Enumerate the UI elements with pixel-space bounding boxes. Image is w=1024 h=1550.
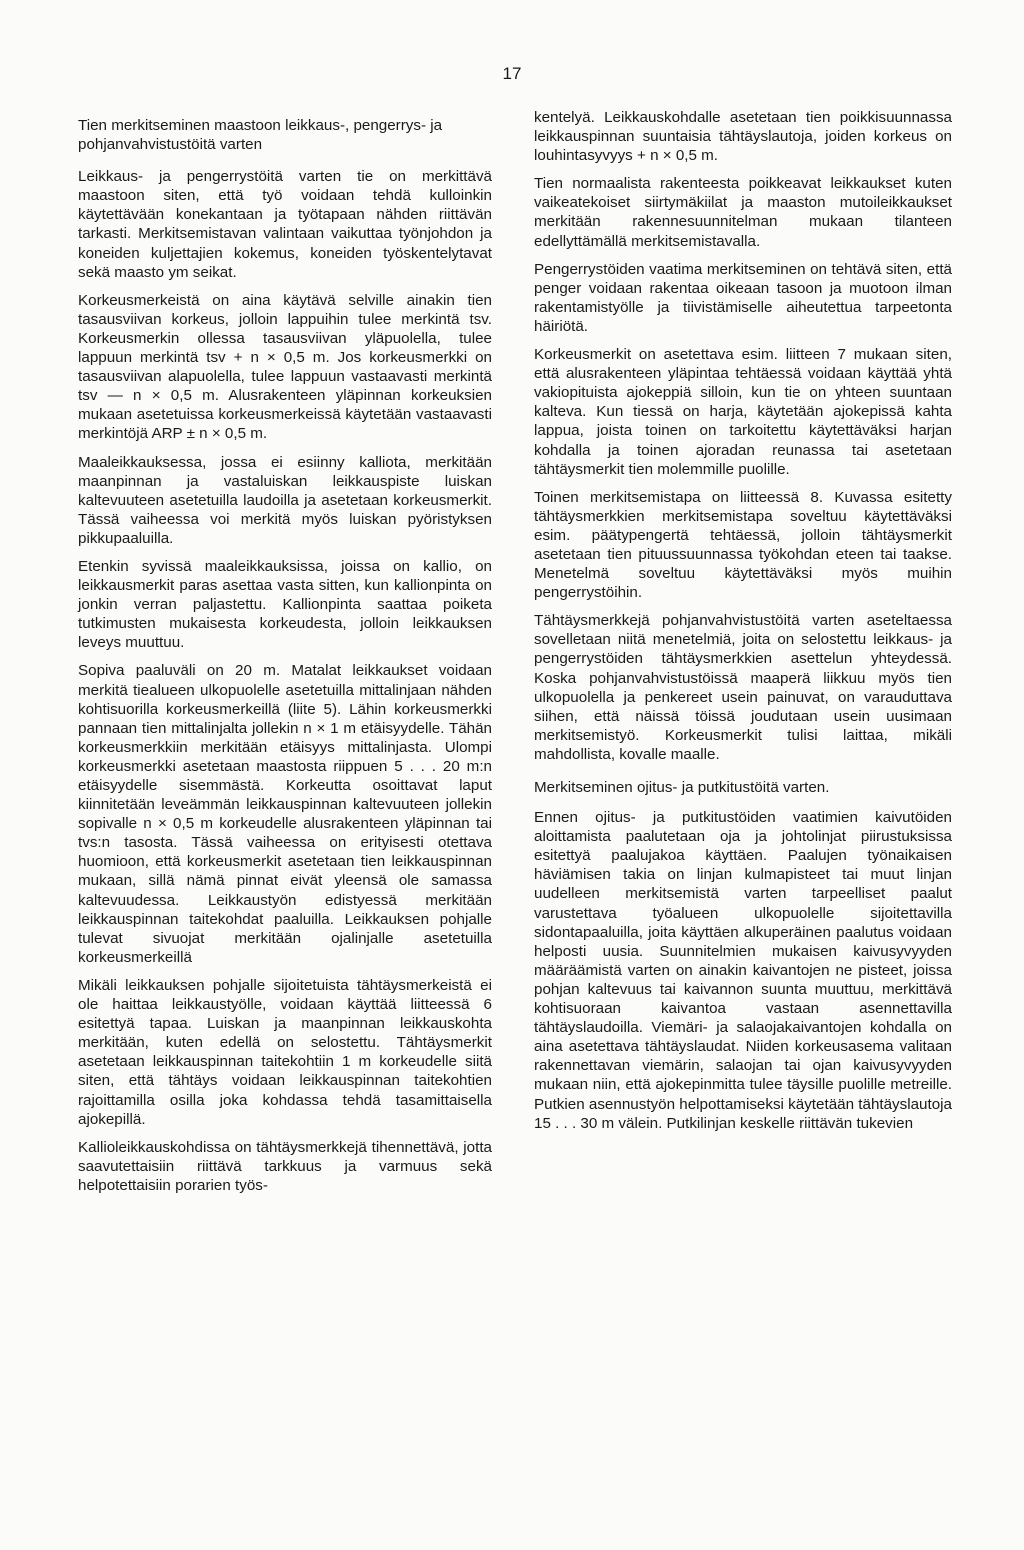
page-number: 17: [502, 64, 522, 83]
paragraph: Korkeusmerkit on asetettava esim. liitteen 7 mukaan siten, että alusrakenteen yläpintaa tehtäessä voidaan käyttää yhtä vakiopituista ajokeppiä silloin, kun tie on yhteen suuntaan kalteva. Kun tiessä on harja, käytetään ajokepissä kahta lappua, joista toinen on tarkoitettu käytettäväksi harjan kohdalla ja toinen ajoradan reunassa tai asetetaan tähtäysmerkit tien molemmille puolille.: [534, 346, 952, 478]
paragraph: kentelyä. Leikkauskohdalle asetetaan tien poikkisuunnassa leikkauspinnan suuntaisia tähtäyslautoja, joiden korkeus on louhintasyvyys + n × 0,5 m.: [534, 109, 952, 165]
paragraph: Tien normaalista rakenteesta poikkeavat leikkaukset kuten vaikeatekoiset siirtymäkiilat ja maaston mutoileikkaukset merkitään rakennesuunnitelman mukaan tilanteen edellyttämällä merkitsemistavalla.: [534, 175, 952, 250]
paragraph: Kallioleikkauskohdissa on tähtäysmerkkejä tihennettävä, jotta saavutettaisiin riittävä tarkkuus ja varmuus sekä helpotettaisiin porarien työs-: [78, 1138, 492, 1194]
paragraph: Korkeusmerkeistä on aina käytävä selville ainakin tien tasausviivan korkeus, jolloin lappuihin tulee merkintä tsv. Korkeusmerkin ollessa tasausviivan yläpuolella, tulee lappuun merkintä tsv + n × 0,5 m. Jos korkeusmerkki on tasausviivan alapuolella, tulee lappuun vastaavasti merkintä tsv — n × 0,5 m. Alusrakenteen yläpinnan korkeuksien mukaan asetetuissa korkeusmerkeissä käytetään vastaavasti merkintöjä ARP ± n × 0,5 m.: [78, 291, 492, 443]
section-heading: Tien merkitseminen maastoon leikkaus-, pengerrys- ja pohjanvahvistustöitä varten: [78, 117, 443, 154]
right-column: [534, 108, 952, 1142]
paragraph: Mikäli leikkauksen pohjalle sijoitetuista tähtäysmerkeistä ei ole haittaa leikkaustyölle, voidaan käyttää liitteessä 6 esitettyä tapaa. Luiskan ja maanpinnan leikkauskohta merkitään, kuten edellä on selostettu. Tähtäysmerkit asetetaan leikkauspinnan taitekohtiin 1 m korkeudelle siitä siten, että tähtäys voidaan leikkauspinnan taitekohtien rajoittamilla osilla joka kohdassa tehdä tasamittaisella ajokepillä.: [78, 976, 492, 1128]
paragraph: Leikkaus- ja pengerrystöitä varten tie on merkittävä maastoon siten, että työ voidaan tehdä kulloinkin käytettävään konekantaan ja työtapaan nähden riittävän tarkasti. Merkitsemistavan valintaan vaikuttaa työnjohdon ja koneiden kuljettajien kokemus, koneiden työskentelytavat sekä maasto ym seikat.: [78, 168, 492, 281]
paragraph: Etenkin syvissä maaleikkauksissa, joissa on kallio, on leikkausmerkit paras asettaa vasta sitten, kun kallionpinta on jonkin verran paljastettu. Kallionpinta saattaa poiketa tutkimusten mukaisesta korkeudesta, jolloin leikkauksen leveys muuttuu.: [78, 557, 492, 652]
left-column: [78, 108, 492, 1204]
paragraph: Sopiva paaluväli on 20 m. Matalat leikkaukset voidaan merkitä tiealueen ulkopuolelle asetetuilla mittalinjaan nähden kohtisuorilla korkeusmerkeillä (liite 5). Lähin korkeusmerkki pannaan tien mittalinjalta jollekin n × 1 m etäisyydelle. Tähän korkeusmerkkiin merkitään etäisyys mittalinjasta. Ulompi korkeusmerkki asetetaan maastosta riippuen 5 . . . 20 m:n etäisyydelle sisemmästä. Korkeutta osoittavat laput kiinnitetään leveämmän leikkauspinnan kaltevuuteen jollekin sopivalle n × 0,5 m korkeudelle alusrakenteen yläpinnan tai tvs:n tasosta. Tässä vaiheessa on erityisesti otettava huomioon, että korkeusmerkit asetetaan tien leikkauspinnan mukaan, sillä nämä pinnat eivät yleensä ole samassa kaltevuudessa. Leikkaustyön edistyessä merkitään leikkauspinnan taitekohdat paaluilla. Leikkauksen pohjalle tulevat sivuojat merkitään ojalinjalle asetetuilla korkeusmerkeillä: [78, 662, 492, 966]
paragraph: Maaleikkauksessa, jossa ei esiinny kalliota, merkitään maanpinnan ja vastaluiskan leikkauspiste luiskan kaltevuuteen asetetuilla laudoilla ja asetetaan korkeusmerkit. Tässä vaiheessa voi merkitä myös luiskan pyöristyksen pikkupaaluilla.: [78, 453, 492, 547]
paragraph: Pengerrystöiden vaatima merkitseminen on tehtävä siten, että penger voidaan rakentaa oikeaan tasoon ja muotoon ilman rakentamistyölle ja tiivistämiselle aiheutettua tarpeetonta häiriötä.: [534, 260, 952, 335]
section-heading: Merkitseminen ojitus- ja putkitustöitä varten.: [534, 779, 830, 796]
paragraph: Tähtäysmerkkejä pohjanvahvistustöitä varten aseteltaessa sovelletaan niitä menetelmiä, joita on selostettu leikkaus- ja pengerrystöiden tähtäysmerkkien asettelun yhteydessä. Koska pohjanvahvistustöissä maaperä liikkuu myös tien ulkopuolella ja penkereet usein painuvat, on varauduttava siihen, että näissä töissä joudutaan usein uusimaan merkitsemistyö. Korkeusmerkit tulisi laittaa, mikäli mahdollista, kovalle maalle.: [534, 612, 952, 763]
paragraph: Toinen merkitsemistapa on liitteessä 8. Kuvassa esitetty tähtäysmerkkien merkitsemistapa soveltuu käytettäväksi esim. päätypengertä tehtäessä, jolloin tähtäysmerkit asetetaan tien pituussuunnassa työkohdan eteen tai taakse. Menetelmä soveltuu käytettäväksi myös muihin pengerrystöihin.: [534, 488, 952, 602]
paragraph: Ennen ojitus- ja putkitustöiden vaatimien kaivutöiden aloittamista paalutetaan oja ja johtolinjat piirustuksissa esitettyä paalujakoa käyttäen. Paalujen työnaikaisen häviämisen takia on linjan kulmapisteet tai muut linjan uudelleen merkitsemistä varten tarpeelliset paalut varustettava työalueen ulkopuolelle sijoitettavilla sidontapaaluilla, joita käyttäen alkuperäinen paalutus voidaan helposti uusia. Suunnitelmien mukaisen kaivusyvyyden määräämistä varten on ainakin kaivantojen ne pisteet, joissa pohjan kaltevuus tai kaivannon suunta muuttuu, merkittävä kohtisuoraan kaivantoa vastaan asennettavilla tähtäyslaudoilla. Viemäri- ja salaojakaivantojen kohdalla on aina asetettava tähtäyslaudat. Niiden korkeusasema valitaan rakennettavan viemärin, salaojan tai ojan kaivusyvyyden mukaan niin, että ajokepinmitta tulee täysille puolille metreille. Putkien asennustyön helpottamiseksi käytetään tähtäyslautoja 15 . . . 30 m välein. Putkilinjan keskelle riittävän tukevien: [534, 809, 952, 1132]
